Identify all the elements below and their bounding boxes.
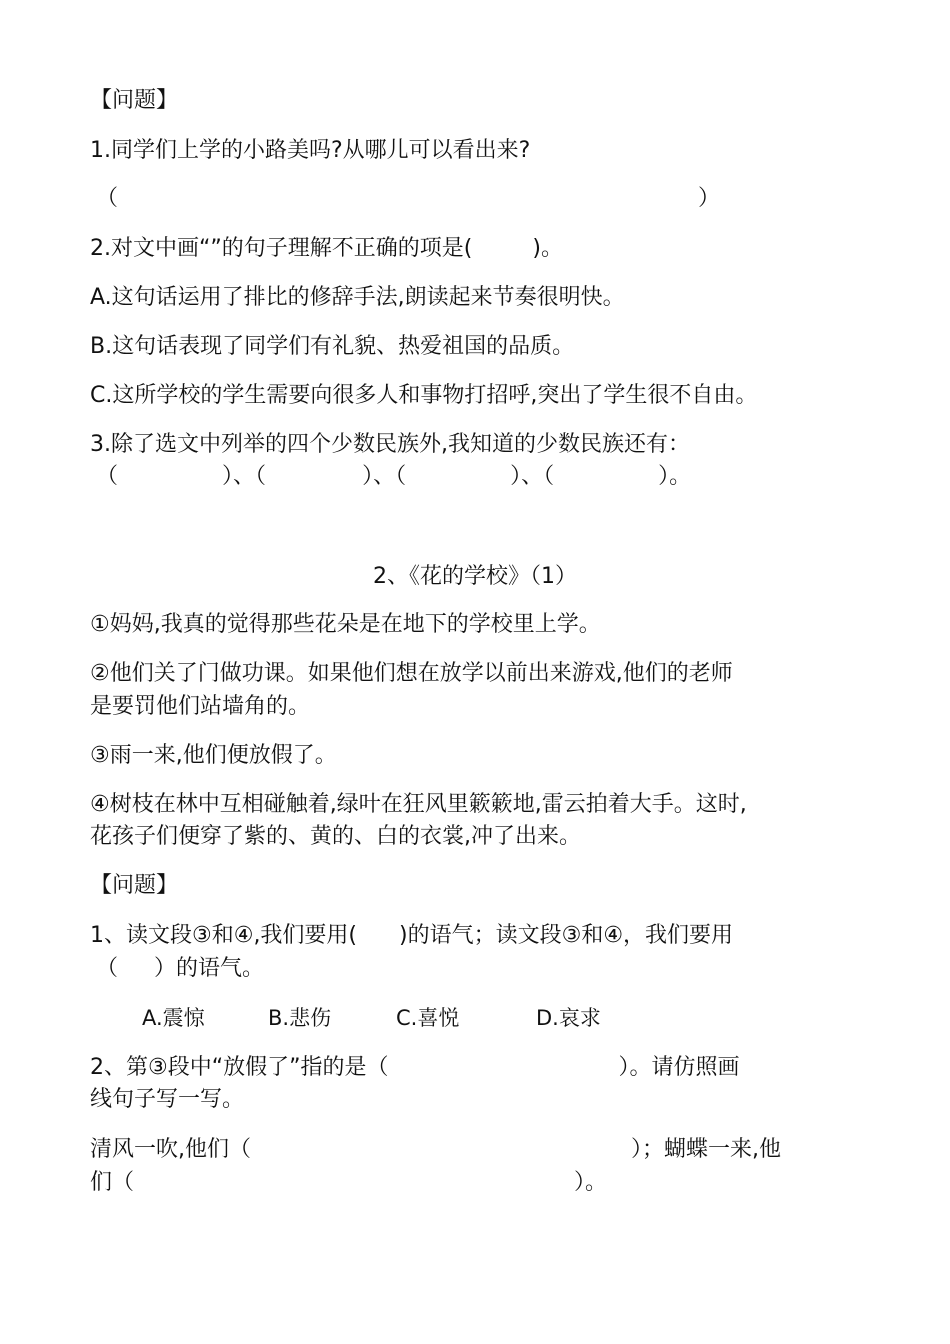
- question-3-text: 3.除了选文中列举的四个少数民族外,我知道的少数民族还有：: [90, 432, 690, 457]
- option-b: B.这句话表现了同学们有礼貌、热爱祖国的品质。: [90, 334, 575, 359]
- choice-d: D.哀求: [536, 1006, 601, 1030]
- choice-a: A.震惊: [142, 1006, 205, 1030]
- s2-question-1-line-1: 1、读文段③和④,我们要用( )的语气；读文段③和④，我们要用: [90, 923, 734, 948]
- s2-question-3-line-1: 清风一吹,他们（ ）；蝴蝶一来,他: [90, 1137, 781, 1162]
- option-c: C.这所学校的学生需要向很多人和事物打招呼,突出了学生很不自由。: [90, 383, 758, 408]
- question-2-text: [90, 234, 563, 264]
- s2-question-3-line-2: 们（ ）。: [90, 1170, 608, 1195]
- paragraph-2-line-1: ②他们关了门做功课。如果他们想在放学以前出来游戏,他们的老师: [90, 661, 733, 686]
- question-2-stem: 2.对文中画“”的句子理解不正确的项是(: [90, 236, 473, 261]
- s2-question-1-line-2: （ ）的语气。: [96, 956, 265, 981]
- question-heading-1: 【问题】: [90, 88, 179, 113]
- answer-blanks-q3: （ ）、（ ）、（ ）、（ ）。: [96, 464, 692, 489]
- choice-b: B.悲伤: [268, 1006, 332, 1030]
- paragraph-2-line-2: 是要罚他们站墙角的。: [90, 694, 311, 719]
- section-title: 2、《花的学校》（1）: [373, 564, 577, 589]
- question-heading-2: 【问题】: [90, 873, 179, 898]
- paragraph-1: ①妈妈,我真的觉得那些花朵是在地下的学校里上学。: [90, 612, 601, 637]
- s2-question-1-choices: [142, 1003, 601, 1033]
- paragraph-4-line-1: ④树枝在林中互相碰触着,绿叶在狂风里簌簌地,雷云拍着大手。这时,: [90, 792, 747, 817]
- question-2-close: )。: [532, 236, 563, 261]
- answer-blank-q1: [96, 184, 720, 214]
- open-paren: （: [96, 186, 119, 211]
- close-paren: ）: [698, 186, 721, 211]
- question-1-text: 1.同学们上学的小路美吗?从哪儿可以看出来?: [90, 138, 531, 163]
- option-a: A.这句话运用了排比的修辞手法,朗读起来节奏很明快。: [90, 285, 625, 310]
- s2-question-2-line-1: 2、第③段中“放假了”指的是（ ）。请仿照画: [90, 1055, 740, 1080]
- s2-question-2-line-2: 线句子写一写。: [90, 1087, 245, 1112]
- choice-c: C.喜悦: [396, 1006, 460, 1030]
- paragraph-3: ③雨一来,他们便放假了。: [90, 743, 337, 768]
- paragraph-4-line-2: 花孩子们便穿了紫的、黄的、白的衣裳,冲了出来。: [90, 824, 581, 849]
